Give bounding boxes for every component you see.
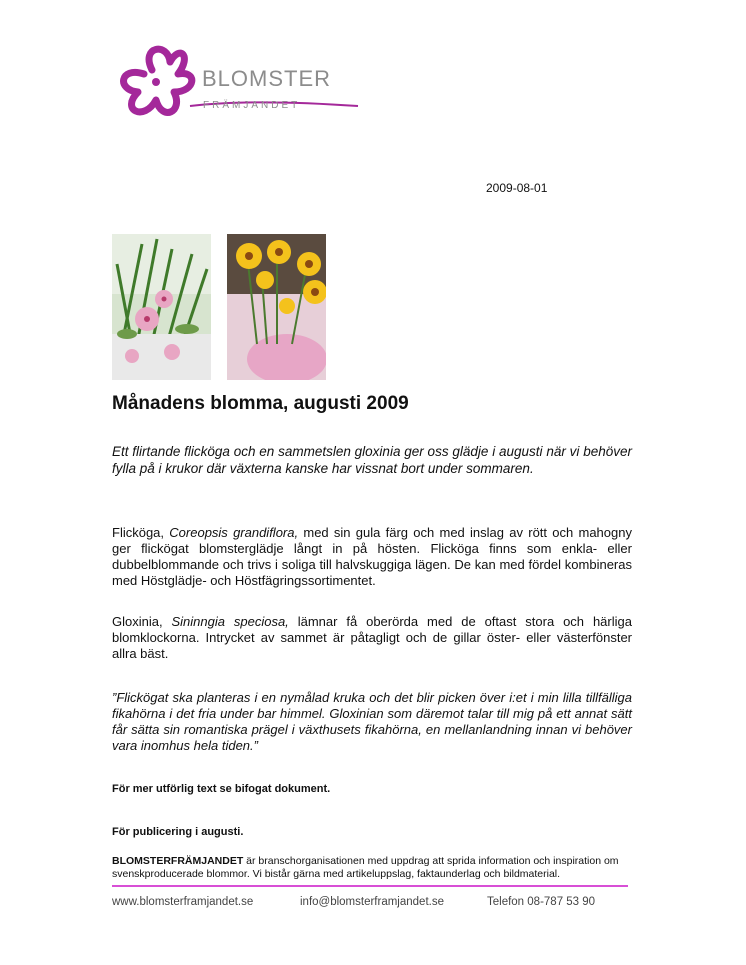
lead-paragraph: Ett flirtande flicköga och en sammetslen gloxinia ger oss glädje i augusti när vi behöver fylla på i krukor där växterna kanske har vissnat bort under sommaren. [112,444,632,476]
coreopsis-body: med sin gula färg och med inslag av rött och mahogny ger flickögat blomsterglädje långt in på hösten. Flicköga finns som enkla- eller dubbelblommande och trivs i soliga till halvskuggiga lägen. De kan med fördel kombineras med Höstglädje- och Höstfägringssortimentet. [112,525,632,588]
phone-number: Telefon 08-787 53 90 [487,896,596,908]
article-title: Månadens blomma, augusti 2009 [112,393,409,414]
brand-name: BLOMSTER [202,66,332,91]
coreopsis-intro: Flicköga, [112,525,170,540]
brand-subtitle: FRÄMJANDET [203,100,301,111]
coreopsis-latin-name: Coreopsis grandiflora, [169,525,299,540]
coreopsis-photo [227,234,326,380]
gloxinia-intro: Gloxinia, [112,614,172,629]
about-organisation [112,855,632,881]
document-date: 2009-08-01 [486,181,548,195]
attachment-note: För mer utförlig text se bifogat dokument. [112,783,331,795]
organisation-description: är branschorganisationen med uppdrag att sprida information och inspiration om svenskproducerade blommor. Vi bistår gärna med artikeluppslag, faktaunderlag och bildmaterial. [112,855,619,880]
blomsterframjandet-logo [110,40,370,132]
gloxinia-latin-name: Sininngia speciosa, [171,614,289,629]
email-link[interactable]: info@blomsterframjandet.se [300,896,444,908]
gloxinia-body: lämnar få oberörda med de oftast stora och härliga blomklockorna. Intrycket av sammet är påtagligt och de gillar öster- eller västerfönster allra bäst. [112,614,632,661]
organisation-name: BLOMSTERFRÄMJANDET [112,855,244,867]
gloxinia-paragraph [112,614,632,662]
footer-divider [112,885,628,887]
flicka-plant-photo [112,234,211,380]
quote-paragraph: ”Flickögat ska planteras i en nymålad kruka och det blir picken över i:et i min lilla tillfälliga fikahörna i det fria under bar himmel. Gloxinian som däremot talar till mig på ett annat sätt får sätta sin romantiska prägel i växthusets fikahörna, en mellanlandning innan vi behöver vara inomhus hela tiden.” [112,690,632,753]
website-link[interactable]: www.blomsterframjandet.se [112,896,254,908]
coreopsis-paragraph [112,525,632,589]
publish-note: För publicering i augusti. [112,826,244,838]
